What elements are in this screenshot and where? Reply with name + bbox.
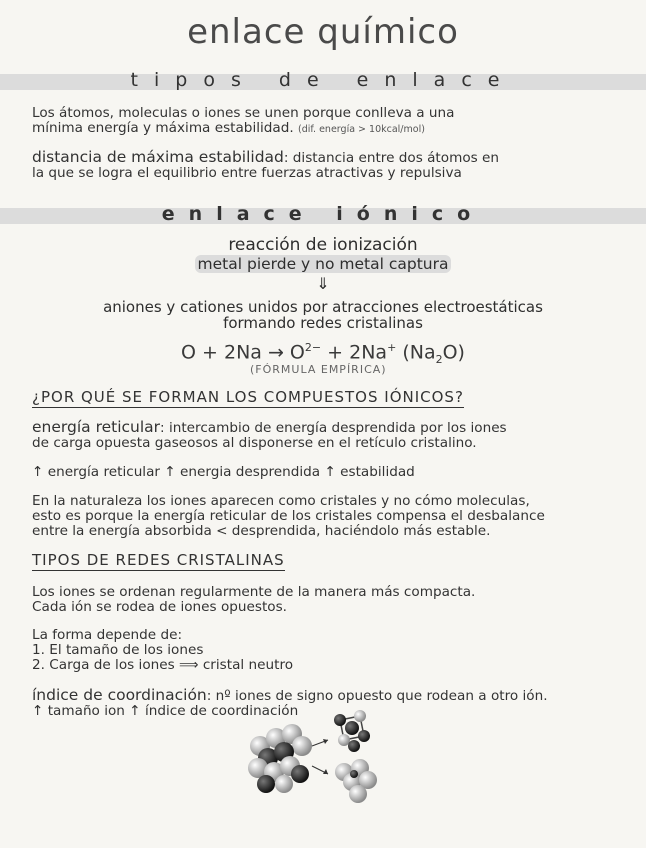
text-line: ↑ tamaño ion ↑ índice de coordinación [32, 703, 299, 719]
text-line [32, 121, 622, 137]
text-line: de carga opuesta gaseosos al disponerse en el retículo cristalino. [32, 435, 477, 451]
text-line [32, 420, 622, 436]
text-line: La forma depende de: [32, 627, 183, 643]
reaction-title: reacción de ionización [228, 235, 418, 255]
term-distancia: distancia de máxima estabilidad [32, 148, 284, 166]
text-line: Cada ión se rodea de iones opuestos. [32, 599, 287, 615]
down-arrow-icon: ⇓ [316, 274, 330, 293]
section-heading-tipos: tipos de enlace [130, 69, 516, 91]
ions-line-1: aniones y cationes unidos por atracciones electroestáticas [103, 298, 543, 316]
text-line: esto es porque la energía reticular de los cristales compensa el desbalance [32, 508, 545, 524]
lattice-unit-cell [334, 710, 370, 752]
text-line: la que se logra el equilibrio entre fuerzas atractivas y repulsiva [32, 165, 462, 181]
list-item: 1. El tamaño de los iones [32, 642, 204, 658]
paragraph-iones-orden [32, 585, 622, 615]
lattice-large [248, 724, 312, 793]
text-line [32, 150, 622, 166]
text-line: entre la energía absorbida < desprendida, haciéndolo más estable. [32, 523, 491, 539]
text-line: Los átomos, moleculas o iones se unen porque conlleva a una [32, 105, 455, 121]
term-indice-coordinacion: índice de coordinación [32, 686, 207, 704]
lattice-cluster [335, 759, 377, 803]
term-energia-reticular: energía reticular [32, 418, 161, 436]
eq-lhs: O + 2Na → O [181, 341, 305, 364]
energy-note: (dif. energía > 10kcal/mol) [298, 124, 425, 135]
text-line: En la naturaleza los iones aparecen como cristales y no cómo moleculas, [32, 493, 530, 509]
eq-plus: + 2Na [321, 341, 388, 364]
text-line: Los iones se ordenan regularmente de la manera más compacta. [32, 584, 476, 600]
equation-caption: (FÓRMULA EMPÍRICA) [250, 363, 387, 376]
eq-formula-open: (Na [396, 341, 436, 364]
reaction-desc-wrap [0, 255, 646, 273]
text-fragment: : distancia entre dos átomos en [283, 150, 500, 166]
page-title: enlace químico [187, 12, 459, 52]
eq-formula-close: O) [442, 341, 465, 364]
ions-line-2: formando redes cristalinas [223, 314, 423, 332]
paragraph-forma [32, 628, 622, 673]
paragraph-distancia [32, 150, 622, 181]
section-heading-redes: TIPOS DE REDES CRISTALINAS [32, 551, 285, 569]
text-line [32, 688, 622, 704]
section-heading-ionico: enlace iónico [161, 203, 485, 225]
text-fragment: mínima energía y máxima estabilidad. [32, 120, 294, 136]
reaction-desc: metal pierde y no metal captura [195, 255, 452, 273]
eq-formula-sub: 2 [435, 353, 443, 367]
section-heading-por-que: ¿POR QUÉ SE FORMAN LOS COMPUESTOS IÓNICOS? [32, 388, 464, 406]
energy-relation: ↑ energía reticular ↑ energia desprendida ↑ estabilidad [32, 464, 415, 480]
eq-na-charge: + [387, 341, 397, 354]
text-fragment: : nº iones de signo opuesto que rodean a otro ión. [206, 688, 548, 704]
list-item: 2. Carga de los iones ⟹ cristal neutro [32, 657, 294, 673]
eq-o-charge: 2− [304, 341, 322, 354]
text-fragment: : intercambio de energía desprendida por los iones [160, 420, 507, 436]
paragraph-naturaleza [32, 494, 622, 539]
paragraph-energia-reticular [32, 420, 622, 451]
paragraph-enlace [32, 106, 622, 137]
crystal-lattice-icon [240, 706, 390, 806]
